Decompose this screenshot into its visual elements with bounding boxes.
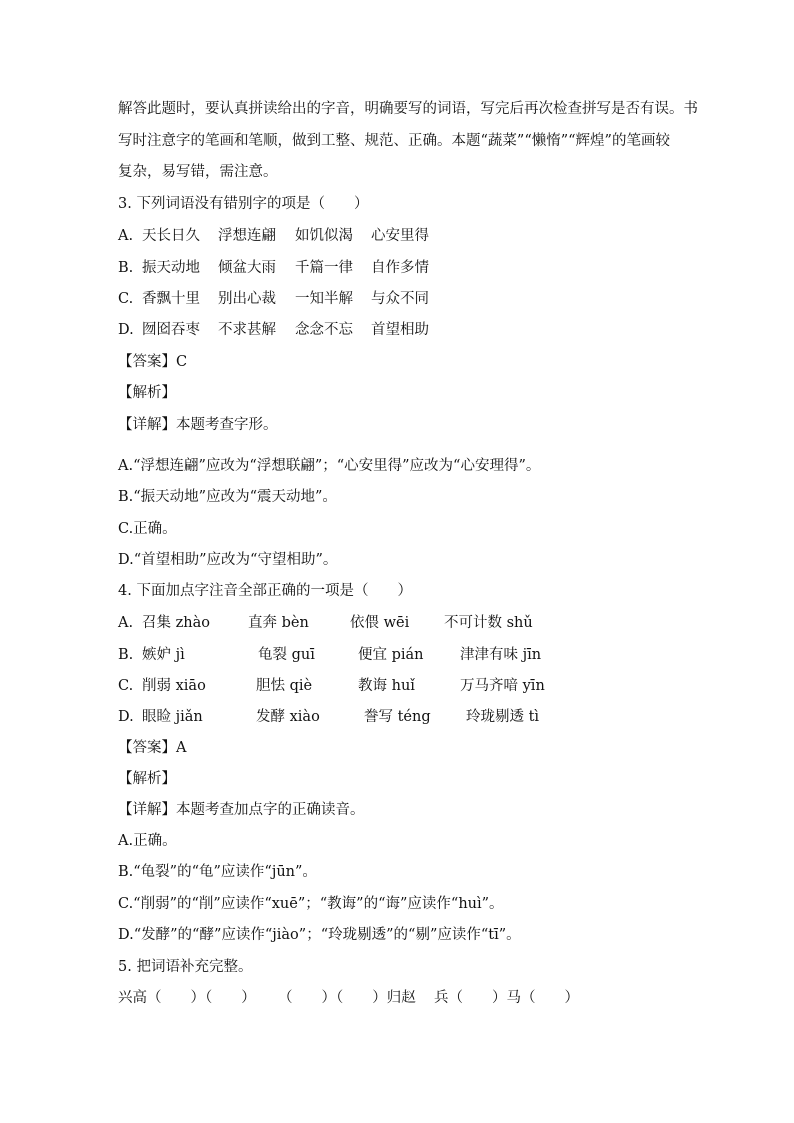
q4-explanation-a: A.正确。 bbox=[118, 833, 177, 849]
q4-detail: 【详解】本题考查加点字的正确读音。 bbox=[118, 802, 365, 818]
q4-explanation-c: C.“削弱”的“削”应读作“xuē”；“教诲”的“诲”应读作“huì”。 bbox=[118, 896, 504, 912]
option-word: 眼睑 jiǎn bbox=[142, 709, 203, 725]
option-word: 别出心裁 bbox=[218, 291, 276, 307]
option-word: 嫉妒 jì bbox=[142, 647, 185, 663]
option-word: 不求甚解 bbox=[218, 322, 276, 338]
q3-explanation-a: A.“浮想连翩”应改为“浮想联翩”；“心安里得”应改为“心安理得”。 bbox=[118, 458, 541, 474]
option-word: 胆怯 qiè bbox=[256, 678, 313, 694]
option-word: 津津有味 jīn bbox=[460, 647, 542, 663]
q4-answer: 【答案】A bbox=[118, 740, 187, 756]
option-label: A. bbox=[118, 615, 134, 631]
option-word: 教诲 huǐ bbox=[358, 678, 415, 694]
intro-line-3: 复杂，易写错，需注意。 bbox=[118, 164, 278, 180]
option-word: 浮想连翩 bbox=[218, 228, 276, 244]
option-label: C. bbox=[118, 291, 134, 307]
option-label: D. bbox=[118, 322, 134, 338]
option-word: 召集 zhào bbox=[142, 615, 210, 631]
q4-analysis-title: 【解析】 bbox=[118, 771, 176, 787]
option-word: 香飘十里 bbox=[142, 291, 200, 307]
option-word: 天长日久 bbox=[142, 228, 200, 244]
q3-answer: 【答案】C bbox=[118, 354, 188, 370]
idiom-blank: （ ）（ ）归赵 bbox=[278, 990, 416, 1006]
intro-line-1: 解答此题时，要认真拼读给出的字音，明确要写的词语，写完后再次检查拼写是否有误。书 bbox=[118, 101, 698, 117]
option-label: B. bbox=[118, 647, 134, 663]
option-word: 直奔 bèn bbox=[248, 615, 309, 631]
option-word: 自作多情 bbox=[371, 260, 429, 276]
q3-explanation-b: B.“振天动地”应改为“震天动地”。 bbox=[118, 489, 337, 505]
idiom-blank: 兵（ ）马（ ） bbox=[434, 990, 579, 1006]
option-label: A. bbox=[118, 228, 134, 244]
option-word: 如饥似渴 bbox=[295, 228, 353, 244]
option-word: 一知半解 bbox=[295, 291, 353, 307]
option-word: 发酵 xiào bbox=[256, 709, 320, 725]
option-word: 倾盆大雨 bbox=[218, 260, 276, 276]
q5-stem: 5. 把词语补充完整。 bbox=[118, 959, 253, 975]
option-word: 心安里得 bbox=[371, 228, 429, 244]
option-word: 念念不忘 bbox=[295, 322, 353, 338]
option-word: 不可计数 shǔ bbox=[444, 615, 533, 631]
intro-line-2: 写时注意字的笔画和笔顺，做到工整、规范、正确。本题“蔬菜”“懒惰”“辉煌”的笔画较 bbox=[118, 133, 670, 149]
option-word: 削弱 xiāo bbox=[142, 678, 206, 694]
option-word: 囫囵吞枣 bbox=[142, 322, 200, 338]
option-word: 玲珑剔透 tì bbox=[466, 709, 540, 725]
option-word: 振天动地 bbox=[142, 260, 200, 276]
option-word: 首望相助 bbox=[371, 322, 429, 338]
option-word: 誊写 téng bbox=[364, 709, 431, 725]
option-label: B. bbox=[118, 260, 134, 276]
q4-explanation-b: B.“龟裂”的“龟”应读作“jūn”。 bbox=[118, 864, 317, 880]
q3-detail: 【详解】本题考查字形。 bbox=[118, 417, 278, 433]
q3-explanation-d: D.“首望相助”应改为“守望相助”。 bbox=[118, 552, 338, 568]
option-label: C. bbox=[118, 678, 134, 694]
idiom-blank: 兴高（ ）（ ） bbox=[118, 990, 256, 1006]
option-word: 依偎 wēi bbox=[350, 615, 410, 631]
option-word: 千篇一律 bbox=[295, 260, 353, 276]
q3-stem: 3. 下列词语没有错别字的项是（ ） bbox=[118, 196, 369, 212]
q3-analysis-title: 【解析】 bbox=[118, 385, 176, 401]
option-word: 与众不同 bbox=[371, 291, 429, 307]
q3-explanation-c: C.正确。 bbox=[118, 521, 177, 537]
option-word: 龟裂 guī bbox=[258, 647, 315, 663]
q4-explanation-d: D.“发酵”的“酵”应读作“jiào”；“玲珑剔透”的“剔”应读作“tī”。 bbox=[118, 927, 521, 943]
option-label: D. bbox=[118, 709, 134, 725]
q4-stem: 4. 下面加点字注音全部正确的一项是（ ） bbox=[118, 583, 412, 599]
option-word: 便宜 pián bbox=[358, 647, 424, 663]
option-word: 万马齐喑 yīn bbox=[460, 678, 545, 694]
